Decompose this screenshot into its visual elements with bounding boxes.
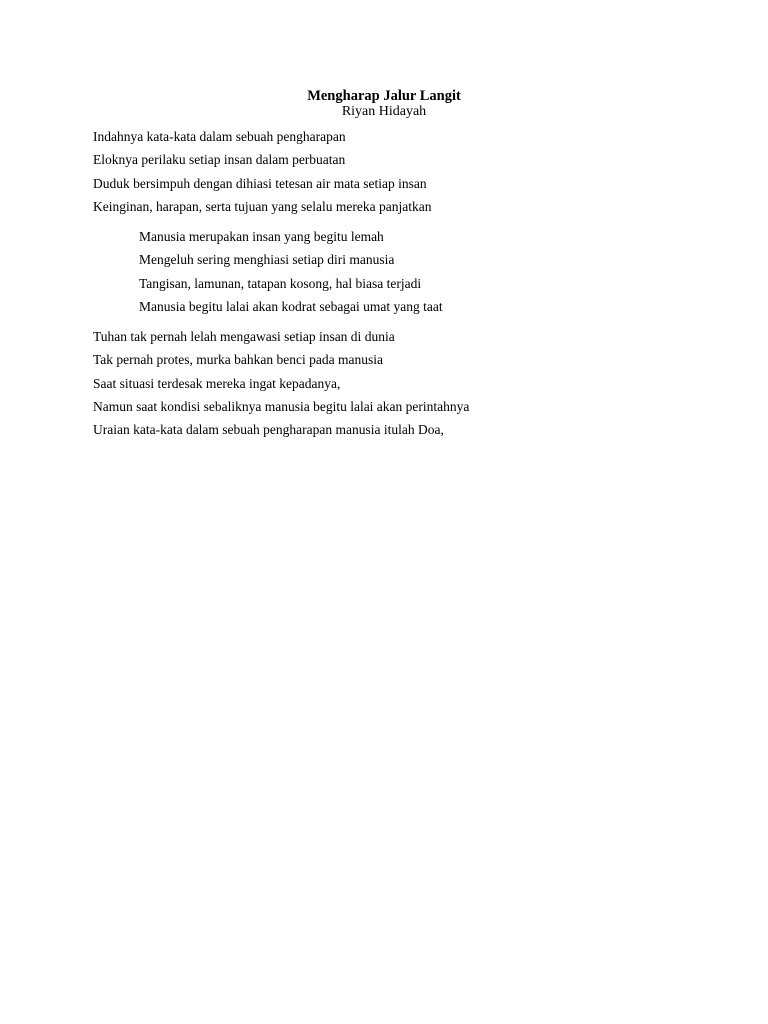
poem-line: Tuhan tak pernah lelah mengawasi setiap insan di dunia <box>93 329 395 344</box>
stanza-3 <box>93 325 469 441</box>
poem-line: Eloknya perilaku setiap insan dalam perbuatan <box>93 152 346 168</box>
poem-line: Keinginan, harapan, serta tujuan yang selalu mereka panjatkan <box>93 198 432 214</box>
poem-line: Uraian kata-kata dalam sebuah pengharapan manusia itulah Doa, <box>93 422 444 438</box>
poem-line: Mengeluh sering menghiasi setiap diri manusia <box>139 252 395 268</box>
stanza-2 <box>139 225 443 318</box>
poem-line: Saat situasi terdesak mereka ingat kepadanya, <box>93 375 341 391</box>
poem-line: Namun saat kondisi sebaliknya manusia begitu lalai akan perintahnya <box>93 398 470 414</box>
stanza-1 <box>93 125 432 218</box>
poem-title: Mengharap Jalur Langit <box>307 88 461 104</box>
poem-line: Tak pernah protes, murka bahkan benci pada manusia <box>93 352 383 368</box>
poem-line: Manusia merupakan insan yang begitu lemah <box>139 229 384 244</box>
poem-line: Tangisan, lamunan, tatapan kosong, hal biasa terjadi <box>139 275 422 291</box>
poem-line: Manusia begitu lalai akan kodrat sebagai umat yang taat <box>139 298 443 314</box>
poem-author: Riyan Hidayah <box>341 104 427 119</box>
poem-line: Indahnya kata-kata dalam sebuah pengharapan <box>93 129 346 144</box>
poem-line: Duduk bersimpuh dengan dihiasi tetesan air mata setiap insan <box>93 175 427 191</box>
